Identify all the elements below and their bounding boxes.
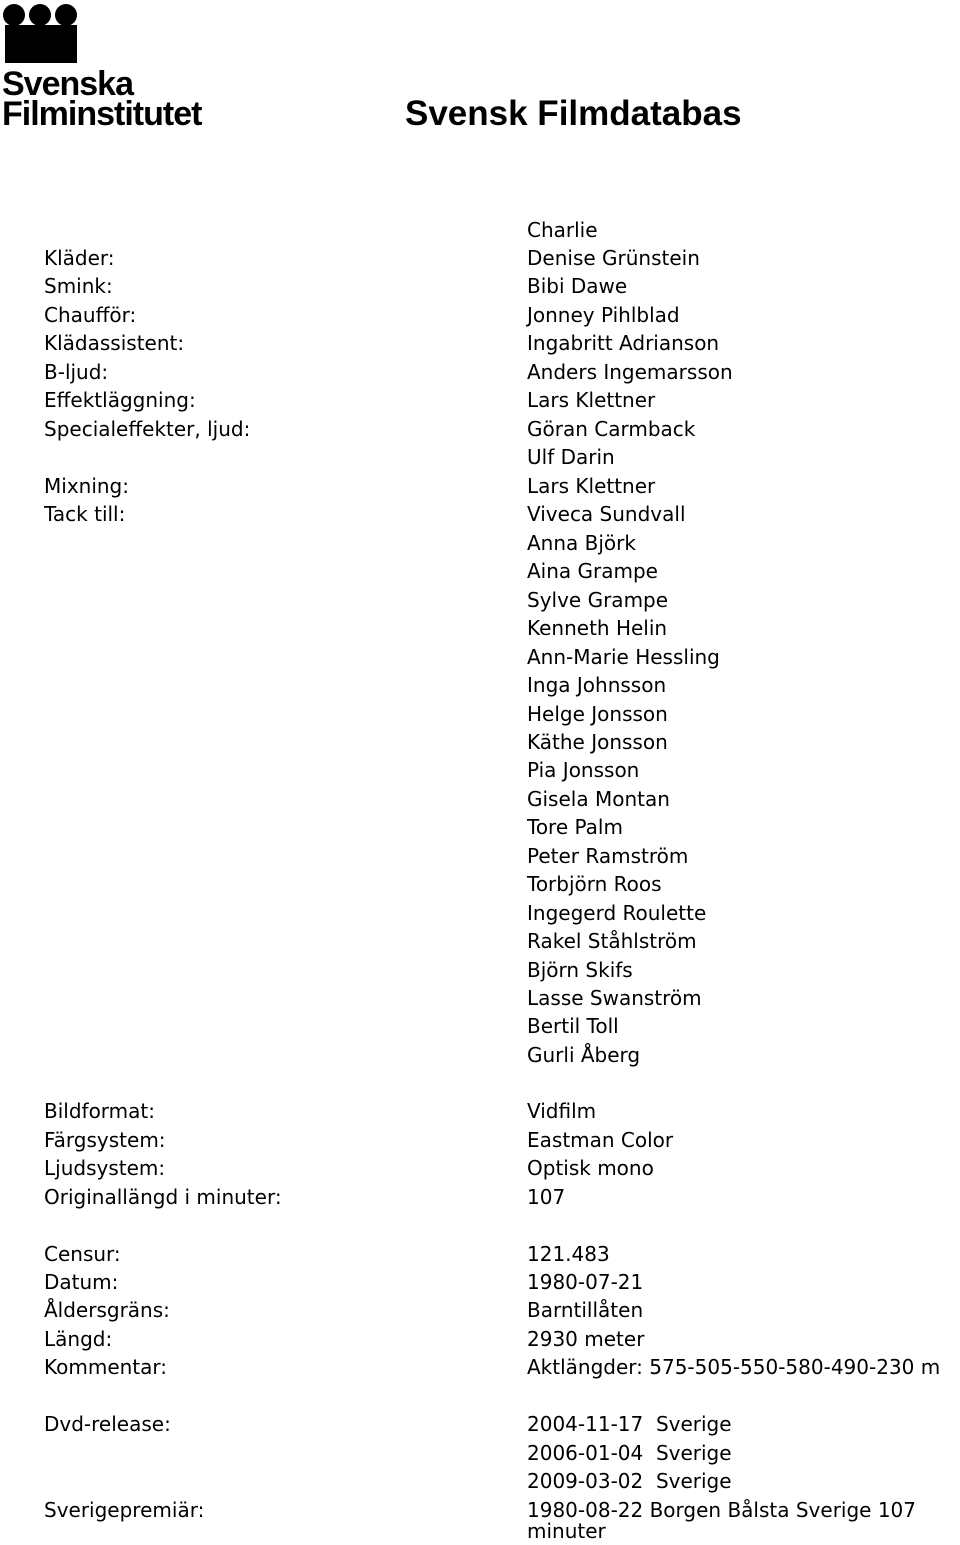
value-aldersgrans: Barntillåten [527, 1298, 644, 1322]
label-chauffor: Chaufför: [44, 303, 137, 327]
label-kladassistent: Klädassistent: [44, 331, 185, 355]
logo-word-svenska: Svenska [2, 65, 133, 103]
label-klader: Kläder: [44, 246, 115, 270]
value-originallangd: 107 [527, 1185, 566, 1209]
value-tack-till-name: Helge Jonsson [527, 702, 668, 726]
value-top-continuation: Charlie [527, 218, 598, 242]
value-tack-till-name: Ann-Marie Hessling [527, 645, 720, 669]
value-tack-till-name: Tore Palm [527, 815, 623, 839]
label-ljudsystem: Ljudsystem: [44, 1156, 166, 1180]
label-sverigepremiar: Sverigepremiär: [44, 1498, 205, 1522]
value-tack-till-name: Viveca Sundvall [527, 502, 686, 526]
value-fargsystem: Eastman Color [527, 1128, 674, 1152]
value-tack-till-name: Pia Jonsson [527, 758, 640, 782]
value-chauffor: Jonney Pihlblad [527, 303, 680, 327]
value-tack-till-name: Ingegerd Roulette [527, 901, 707, 925]
logo-dot-icon [3, 4, 25, 26]
label-bildformat: Bildformat: [44, 1099, 155, 1123]
label-censur: Censur: [44, 1242, 121, 1266]
value-tack-till-name: Gurli Åberg [527, 1043, 641, 1067]
value-sverigepremiar-1: 1980-08-22 Borgen Bålsta Sverige 107 [527, 1498, 917, 1522]
value-bildformat: Vidfilm [527, 1099, 597, 1123]
value-tack-till-name: Lasse Swanström [527, 986, 702, 1010]
value-tack-till-name: Gisela Montan [527, 787, 670, 811]
label-aldersgrans: Åldersgräns: [44, 1298, 170, 1322]
value-tack-till-name: Aina Grampe [527, 559, 658, 583]
value-dvd-release: 2009-03-02 Sverige [527, 1469, 732, 1493]
logo-dot-icon [29, 4, 51, 26]
value-tack-till-name: Rakel Ståhlström [527, 929, 697, 953]
value-tack-till-name: Björn Skifs [527, 958, 633, 982]
value-censur: 121.483 [527, 1242, 610, 1266]
label-langd: Längd: [44, 1327, 113, 1351]
value-tack-till-name: Anna Björk [527, 531, 636, 555]
value-specialeffekter-1: Göran Carmback [527, 417, 696, 441]
value-tack-till-name: Sylve Grampe [527, 588, 669, 612]
value-tack-till-name: Torbjörn Roos [527, 872, 662, 896]
value-dvd-release: 2006-01-04 Sverige [527, 1441, 732, 1465]
label-effektlaggning: Effektläggning: [44, 388, 196, 412]
logo-dot-icon [55, 4, 77, 26]
value-tack-till-name: Peter Ramström [527, 844, 689, 868]
value-effektlaggning: Lars Klettner [527, 388, 656, 412]
value-kladassistent: Ingabritt Adrianson [527, 331, 720, 355]
value-tack-till-name: Kenneth Helin [527, 616, 668, 640]
svenska-filminstitutet-logo [0, 0, 215, 140]
value-mixning: Lars Klettner [527, 474, 656, 498]
logo-word-filminstitutet: Filminstitutet [2, 95, 202, 133]
logo-block-icon [5, 25, 77, 63]
value-tack-till-name: Bertil Toll [527, 1014, 619, 1038]
value-specialeffekter-2: Ulf Darin [527, 445, 615, 469]
value-datum: 1980-07-21 [527, 1270, 644, 1294]
value-sverigepremiar-2: minuter [527, 1519, 606, 1543]
page-title: Svensk Filmdatabas [405, 94, 742, 133]
label-fargsystem: Färgsystem: [44, 1128, 166, 1152]
value-tack-till-name: Käthe Jonsson [527, 730, 668, 754]
label-specialeffekter: Specialeffekter, ljud: [44, 417, 251, 441]
value-tack-till-name: Inga Johnsson [527, 673, 667, 697]
label-originallangd: Originallängd i minuter: [44, 1185, 282, 1209]
label-b-ljud: B-ljud: [44, 360, 109, 384]
label-datum: Datum: [44, 1270, 119, 1294]
value-klader: Denise Grünstein [527, 246, 700, 270]
value-langd: 2930 meter [527, 1327, 645, 1351]
value-dvd-release: 2004-11-17 Sverige [527, 1412, 732, 1436]
value-b-ljud: Anders Ingemarsson [527, 360, 733, 384]
label-smink: Smink: [44, 274, 113, 298]
value-kommentar: Aktlängder: 575-505-550-580-490-230 m [527, 1355, 941, 1379]
label-tack-till: Tack till: [44, 502, 126, 526]
value-smink: Bibi Dawe [527, 274, 628, 298]
label-kommentar: Kommentar: [44, 1355, 168, 1379]
label-dvd-release: Dvd-release: [44, 1412, 171, 1436]
value-ljudsystem: Optisk mono [527, 1156, 654, 1180]
label-mixning: Mixning: [44, 474, 129, 498]
